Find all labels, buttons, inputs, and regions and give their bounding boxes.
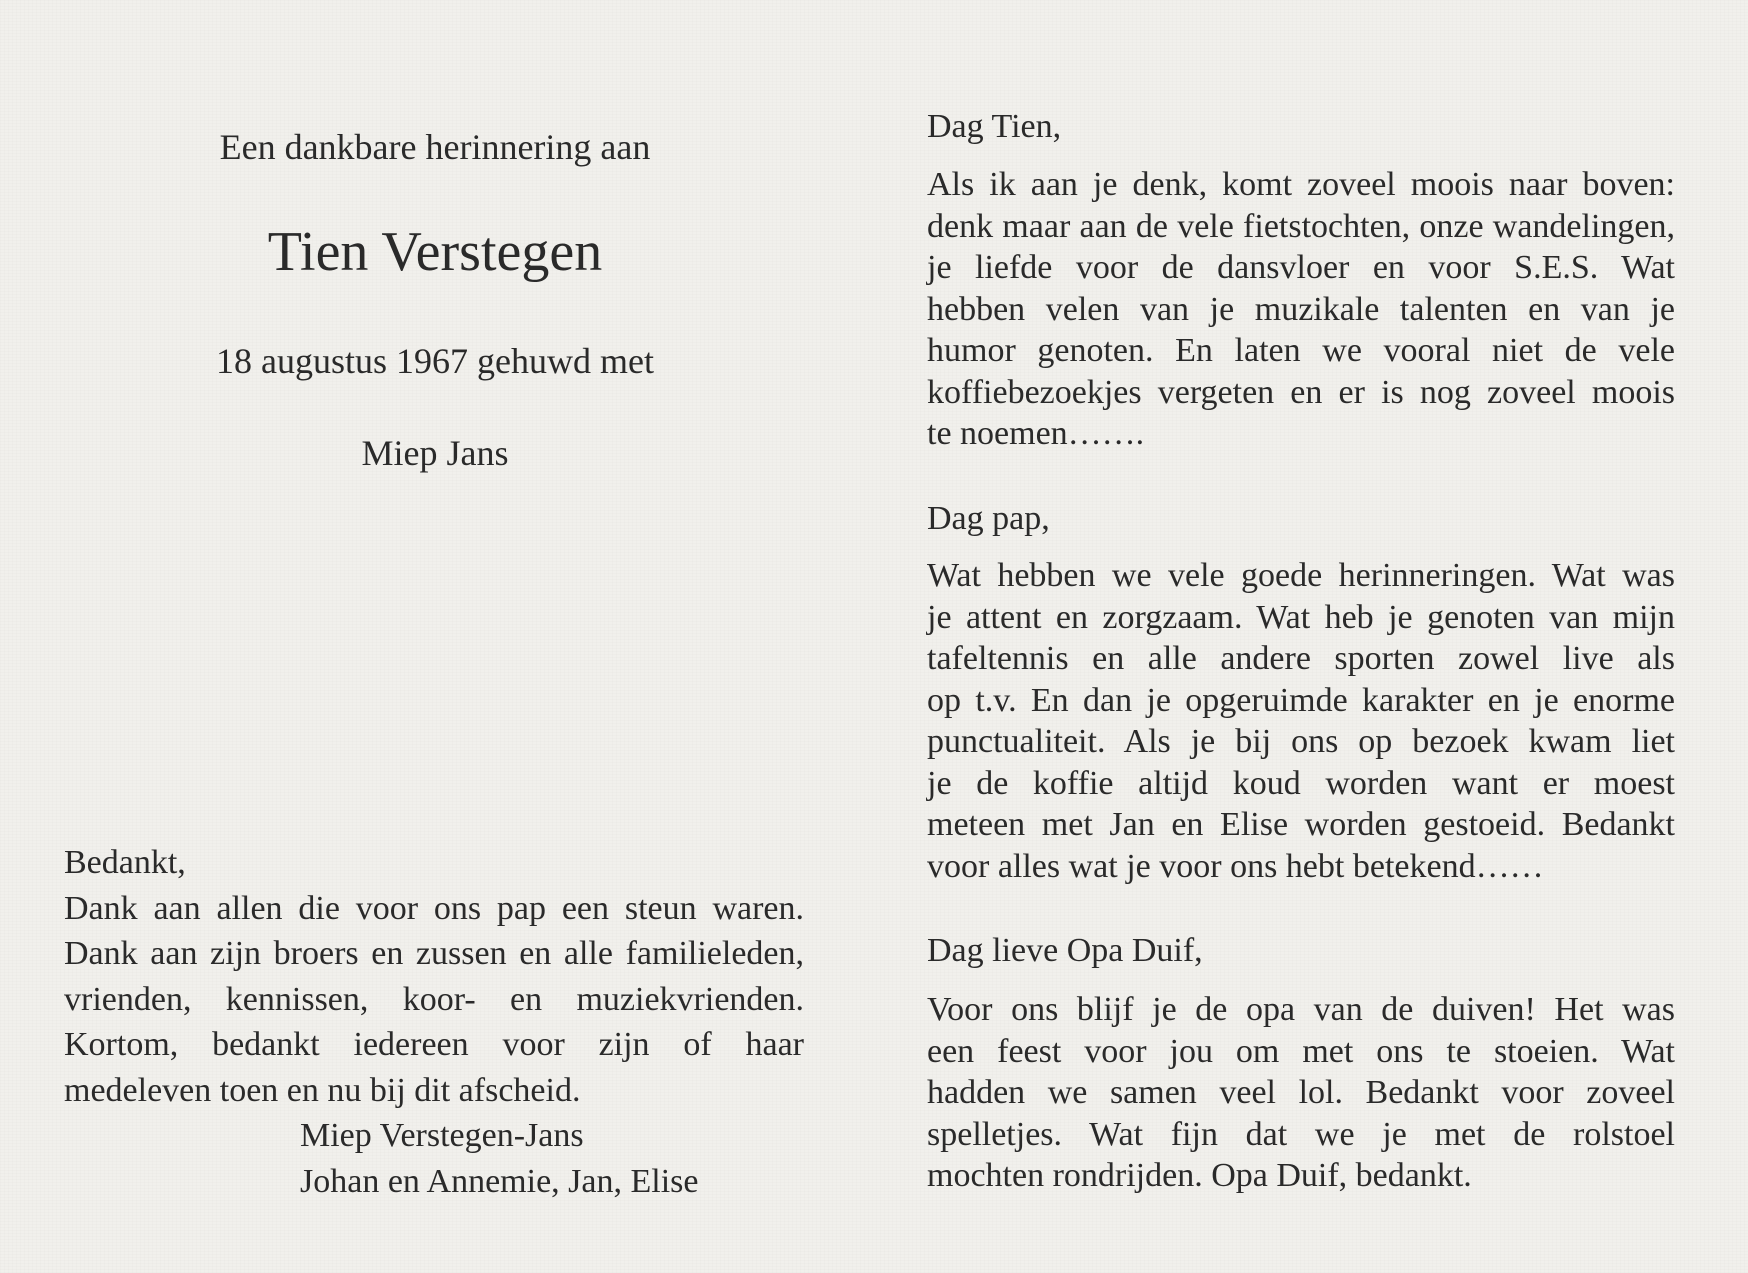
paragraph-tien — [927, 164, 1675, 455]
paragraph-line: tafeltennis en alle andere sporten zowel live als — [927, 640, 1675, 677]
spouse-name: Miep Jans — [361, 433, 509, 473]
paragraph-line: te noemen……. — [927, 415, 1145, 452]
signature-line: Miep Verstegen-Jans — [300, 1117, 584, 1154]
deceased-name: Tien Verstegen — [267, 221, 603, 283]
paragraph-line: Als ik aan je denk, komt zoveel moois naar boven: — [927, 166, 1675, 203]
paragraph-line: je de koffie altijd koud worden want er moest — [927, 764, 1675, 802]
thanks-line: Kortom, bedankt iedereen voor zijn of haar — [64, 1026, 804, 1063]
paragraph-line: op t.v. En dan je opgeruimde karakter en je enorme — [927, 681, 1675, 719]
thanks-heading: Bedankt, — [64, 844, 186, 881]
paragraph-line: denk maar aan de vele fietstochten, onze wandelingen, — [927, 207, 1675, 245]
paragraph-line: je attent en zorgzaam. Wat heb je genoten van mijn — [927, 598, 1675, 636]
paragraph-line: Wat hebben we vele goede herinneringen. Wat was — [927, 557, 1675, 594]
thanks-block — [64, 840, 804, 1204]
paragraph-line: mochten rondrijden. Opa Duif, bedankt. — [927, 1157, 1472, 1194]
paragraph-line: punctualiteit. Als je bij ons op bezoek kwam liet — [927, 723, 1675, 760]
signature-line: Johan en Annemie, Jan, Elise — [300, 1162, 699, 1200]
paragraph-line: meteen met Jan en Elise worden gestoeid. Bedankt — [927, 806, 1675, 843]
paragraph-line: Voor ons blijf je de opa van de duiven! Het was — [927, 991, 1675, 1028]
marriage-line: 18 augustus 1967 gehuwd met — [216, 341, 654, 381]
paragraph-line: een feest voor jou om met ons te stoeien. Wat — [927, 1032, 1675, 1070]
greeting-pap: Dag pap, — [927, 500, 1050, 537]
paragraph-line: koffiebezoekjes vergeten en er is nog zoveel moois — [927, 373, 1675, 411]
paragraph-line: je liefde voor de dansvloer en voor S.E.S. Wat — [927, 249, 1675, 286]
intro-line: Een dankbare herinnering aan — [219, 127, 651, 167]
paragraph-line: voor alles wat je voor ons hebt betekend…… — [927, 847, 1544, 885]
paragraph-line: hadden we samen veel lol. Bedankt voor zoveel — [927, 1074, 1675, 1111]
thanks-line: Dank aan zijn broers en zussen en alle familieleden, — [64, 935, 804, 972]
paragraph-pap — [927, 555, 1675, 887]
paragraph-line: spelletjes. Wat fijn dat we je met de rolstoel — [927, 1115, 1675, 1153]
thanks-line: medeleven toen en nu bij dit afscheid. — [64, 1071, 581, 1109]
greeting-tien: Dag Tien, — [927, 108, 1062, 145]
thanks-line: vrienden, kennissen, koor- en muziekvrienden. — [64, 980, 804, 1018]
greeting-opa-duif: Dag lieve Opa Duif, — [927, 932, 1203, 969]
paragraph-line: humor genoten. En laten we vooral niet de vele — [927, 332, 1675, 369]
paragraph-line: hebben velen van je muzikale talenten en van je — [927, 290, 1675, 328]
thanks-line: Dank aan allen die voor ons pap een steun waren. — [64, 889, 804, 927]
paragraph-opa-duif — [927, 989, 1675, 1197]
